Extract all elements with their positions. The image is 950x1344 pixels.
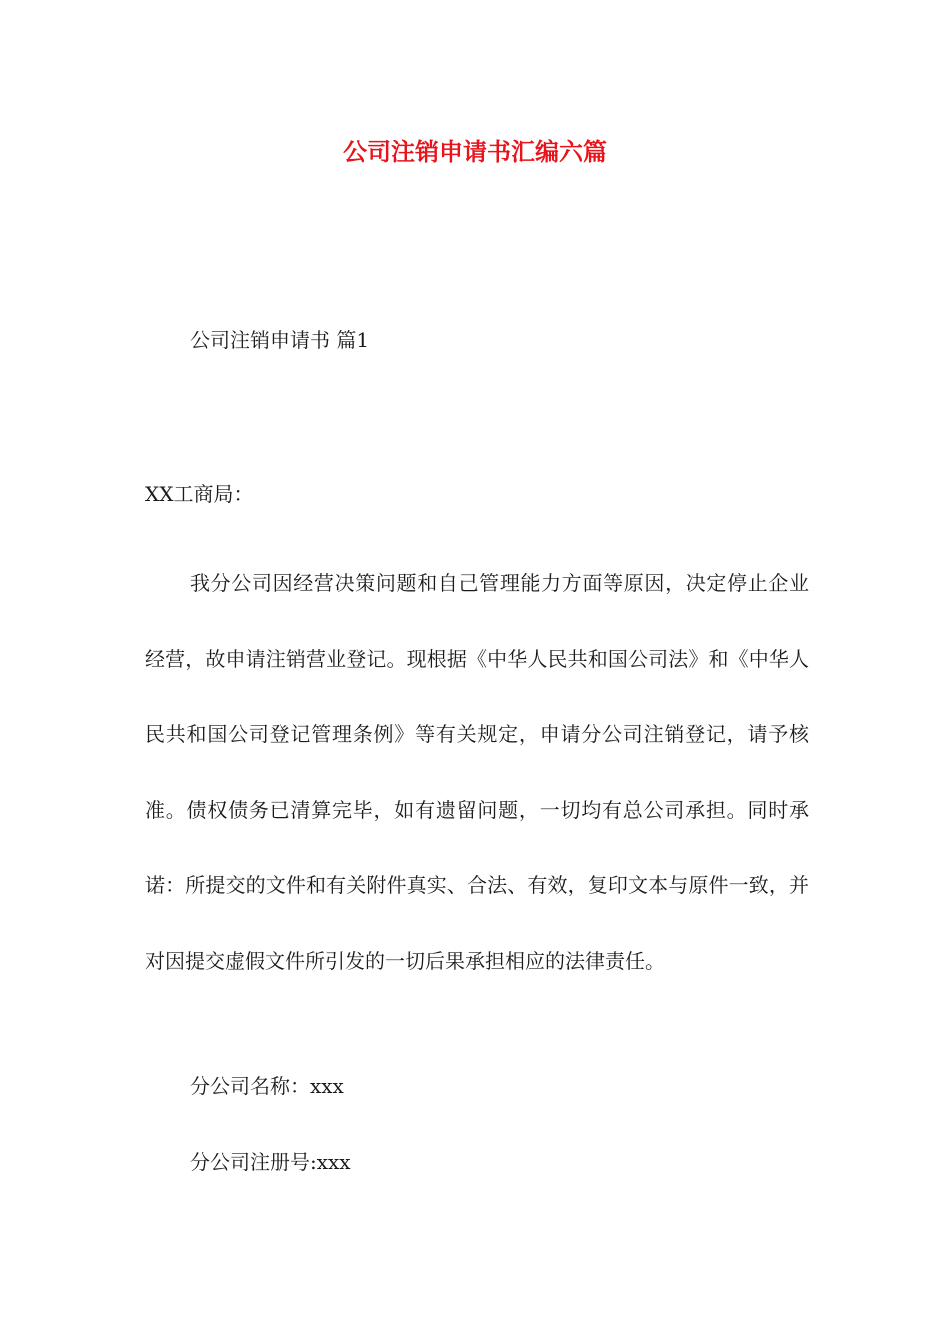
document-title: 公司注销申请书汇编六篇 [343, 138, 607, 166]
section-heading: 公司注销申请书 篇1 [190, 328, 370, 352]
branch-name-field: 分公司名称：xxx [190, 1074, 344, 1098]
branch-registration-number-field: 分公司注册号:xxx [190, 1150, 351, 1174]
addressee-line: XX工商局： [145, 482, 254, 506]
body-paragraph: 我分公司因经营决策问题和自己管理能力方面等原因，决定停止企业经营，故申请注销营业登记。现根据《中华人民共和国公司法》和《中华人民共和国公司登记管理条例》等有关规定，申请分公司注销登记，请予核准。债权债务已清算完毕，如有遗留问题，一切均有总公司承担。同时承诺：所提交的文件和有关附件真实、合法、有效，复印文本与原件一致，并对因提交虚假文件所引发的一切后果承担相应的法律责任。 [145, 571, 809, 973]
